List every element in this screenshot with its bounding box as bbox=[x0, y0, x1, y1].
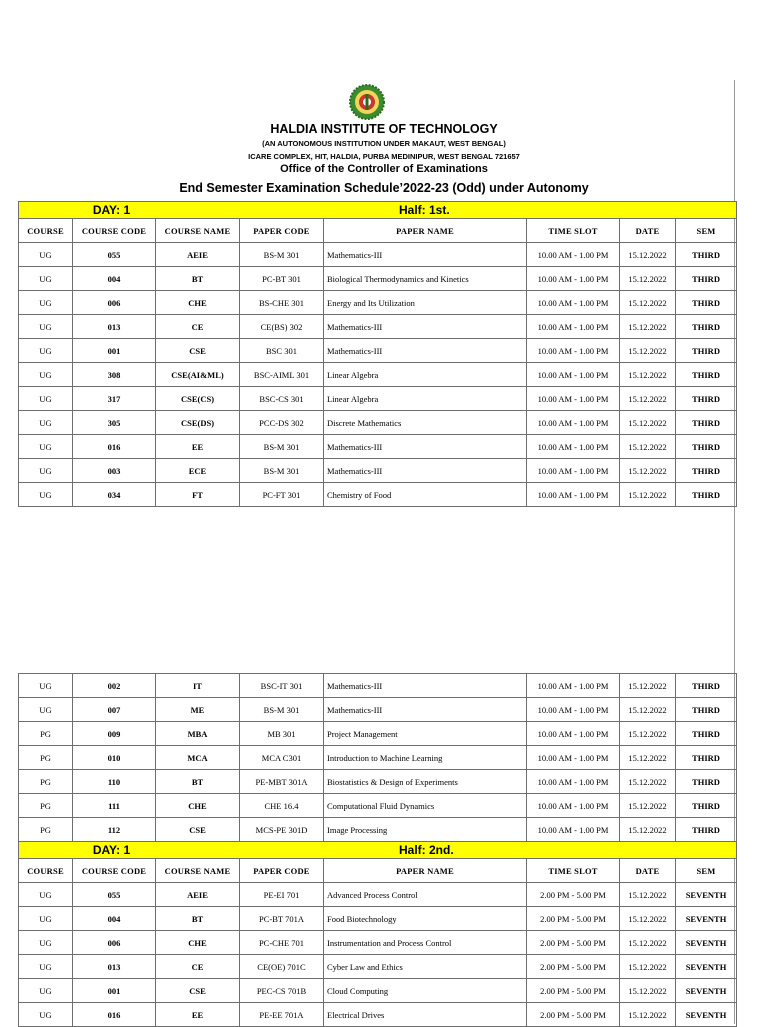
time-slot-cell: 10.00 AM - 1.00 PM bbox=[527, 746, 620, 770]
table-row bbox=[19, 698, 737, 722]
day-banner bbox=[19, 842, 737, 859]
course-name-cell: CHE bbox=[156, 794, 240, 818]
course-name-cell: MBA bbox=[156, 722, 240, 746]
paper-code-cell: CE(BS) 302 bbox=[240, 315, 324, 339]
sem-cell: THIRD bbox=[676, 243, 737, 267]
institute-logo-icon bbox=[349, 84, 385, 120]
course-name-cell: EE bbox=[156, 435, 240, 459]
paper-name-cell: Mathematics-III bbox=[324, 339, 527, 363]
paper-name-cell: Energy and Its Utilization bbox=[324, 291, 527, 315]
table-row bbox=[19, 794, 737, 818]
date-cell: 15.12.2022 bbox=[620, 955, 676, 979]
column-header-row bbox=[19, 219, 737, 243]
date-cell: 15.12.2022 bbox=[620, 483, 676, 507]
date-cell: 15.12.2022 bbox=[620, 722, 676, 746]
day-label: DAY: 1 bbox=[92, 203, 131, 217]
paper-name-cell: Cloud Computing bbox=[324, 979, 527, 1003]
paper-name-cell: Introduction to Machine Learning bbox=[324, 746, 527, 770]
table-row bbox=[19, 267, 737, 291]
sem-cell: THIRD bbox=[676, 770, 737, 794]
course-cell: UG bbox=[19, 955, 73, 979]
time-slot-cell: 10.00 AM - 1.00 PM bbox=[527, 483, 620, 507]
course-name-cell: AEIE bbox=[156, 883, 240, 907]
paper-code-cell: PE-MBT 301A bbox=[240, 770, 324, 794]
paper-name-cell: Linear Algebra bbox=[324, 363, 527, 387]
course-code-cell: 110 bbox=[73, 770, 156, 794]
col-time-slot-header: TIME SLOT bbox=[527, 219, 620, 243]
course-cell: UG bbox=[19, 698, 73, 722]
course-cell: UG bbox=[19, 363, 73, 387]
sem-cell: THIRD bbox=[676, 459, 737, 483]
time-slot-cell: 10.00 AM - 1.00 PM bbox=[527, 459, 620, 483]
paper-name-cell: Mathematics-III bbox=[324, 459, 527, 483]
paper-name-cell: Mathematics-III bbox=[324, 315, 527, 339]
course-code-cell: 305 bbox=[73, 411, 156, 435]
course-name-cell: CSE(DS) bbox=[156, 411, 240, 435]
time-slot-cell: 10.00 AM - 1.00 PM bbox=[527, 411, 620, 435]
course-cell: UG bbox=[19, 411, 73, 435]
time-slot-cell: 2.00 PM - 5.00 PM bbox=[527, 979, 620, 1003]
course-name-cell: AEIE bbox=[156, 243, 240, 267]
sem-cell: THIRD bbox=[676, 674, 737, 698]
paper-code-cell: BS-M 301 bbox=[240, 459, 324, 483]
course-cell: UG bbox=[19, 883, 73, 907]
course-code-cell: 013 bbox=[73, 315, 156, 339]
table-row bbox=[19, 459, 737, 483]
paper-name-cell: Advanced Process Control bbox=[324, 883, 527, 907]
course-name-cell: ECE bbox=[156, 459, 240, 483]
course-code-cell: 006 bbox=[73, 931, 156, 955]
course-code-cell: 001 bbox=[73, 979, 156, 1003]
institute-name: HALDIA INSTITUTE OF TECHNOLOGY bbox=[270, 122, 498, 136]
paper-name-cell: Mathematics-III bbox=[324, 243, 527, 267]
course-cell: PG bbox=[19, 770, 73, 794]
sem-cell: THIRD bbox=[676, 746, 737, 770]
table-row bbox=[19, 483, 737, 507]
table-row bbox=[19, 339, 737, 363]
date-cell: 15.12.2022 bbox=[620, 907, 676, 931]
col-paper-code-header: PAPER CODE bbox=[240, 219, 324, 243]
table-row bbox=[19, 291, 737, 315]
sem-cell: THIRD bbox=[676, 483, 737, 507]
time-slot-cell: 10.00 AM - 1.00 PM bbox=[527, 435, 620, 459]
date-cell: 15.12.2022 bbox=[620, 1003, 676, 1027]
date-cell: 15.12.2022 bbox=[620, 698, 676, 722]
paper-code-cell: PC-FT 301 bbox=[240, 483, 324, 507]
date-cell: 15.12.2022 bbox=[620, 883, 676, 907]
date-cell: 15.12.2022 bbox=[620, 979, 676, 1003]
sem-cell: THIRD bbox=[676, 363, 737, 387]
course-code-cell: 003 bbox=[73, 459, 156, 483]
institute-subtitle: (AN AUTONOMOUS INSTITUTION UNDER MAKAUT, WEST BENGAL) bbox=[262, 139, 506, 148]
sem-cell: THIRD bbox=[676, 435, 737, 459]
sem-cell: SEVENTH bbox=[676, 955, 737, 979]
time-slot-cell: 10.00 AM - 1.00 PM bbox=[527, 698, 620, 722]
table-row bbox=[19, 435, 737, 459]
time-slot-cell: 10.00 AM - 1.00 PM bbox=[527, 363, 620, 387]
col-course-header: COURSE bbox=[19, 859, 73, 883]
date-cell: 15.12.2022 bbox=[620, 363, 676, 387]
paper-name-cell: Biostatistics & Design of Experiments bbox=[324, 770, 527, 794]
course-cell: UG bbox=[19, 907, 73, 931]
course-cell: PG bbox=[19, 794, 73, 818]
date-cell: 15.12.2022 bbox=[620, 746, 676, 770]
table-row bbox=[19, 818, 737, 842]
time-slot-cell: 10.00 AM - 1.00 PM bbox=[527, 722, 620, 746]
table-row bbox=[19, 770, 737, 794]
sem-cell: THIRD bbox=[676, 339, 737, 363]
course-name-cell: CHE bbox=[156, 931, 240, 955]
course-name-cell: MCA bbox=[156, 746, 240, 770]
course-cell: UG bbox=[19, 1003, 73, 1027]
course-name-cell: CSE(AI&ML) bbox=[156, 363, 240, 387]
sem-cell: SEVENTH bbox=[676, 883, 737, 907]
course-cell: UG bbox=[19, 931, 73, 955]
paper-name-cell: Linear Algebra bbox=[324, 387, 527, 411]
time-slot-cell: 10.00 AM - 1.00 PM bbox=[527, 794, 620, 818]
paper-name-cell: Project Management bbox=[324, 722, 527, 746]
paper-name-cell: Image Processing bbox=[324, 818, 527, 842]
sem-cell: THIRD bbox=[676, 267, 737, 291]
table-row bbox=[19, 411, 737, 435]
course-cell: UG bbox=[19, 674, 73, 698]
institute-address: ICARE COMPLEX, HIT, HALDIA, PURBA MEDINIPUR, WEST BENGAL 721657 bbox=[248, 152, 520, 161]
col-sem-header: SEM bbox=[676, 219, 737, 243]
table-row bbox=[19, 674, 737, 698]
time-slot-cell: 10.00 AM - 1.00 PM bbox=[527, 770, 620, 794]
course-name-cell: FT bbox=[156, 483, 240, 507]
course-name-cell: CSE bbox=[156, 979, 240, 1003]
sem-cell: THIRD bbox=[676, 315, 737, 339]
course-cell: PG bbox=[19, 818, 73, 842]
table-row bbox=[19, 387, 737, 411]
course-code-cell: 016 bbox=[73, 1003, 156, 1027]
sem-cell: SEVENTH bbox=[676, 931, 737, 955]
course-name-cell: ME bbox=[156, 698, 240, 722]
time-slot-cell: 2.00 PM - 5.00 PM bbox=[527, 931, 620, 955]
half-label: Half: 1st. bbox=[399, 203, 450, 217]
sem-cell: THIRD bbox=[676, 818, 737, 842]
course-code-cell: 007 bbox=[73, 698, 156, 722]
course-code-cell: 013 bbox=[73, 955, 156, 979]
course-cell: UG bbox=[19, 339, 73, 363]
course-cell: UG bbox=[19, 483, 73, 507]
time-slot-cell: 10.00 AM - 1.00 PM bbox=[527, 387, 620, 411]
course-cell: UG bbox=[19, 267, 73, 291]
table-row bbox=[19, 931, 737, 955]
paper-name-cell: Mathematics-III bbox=[324, 698, 527, 722]
day-banner bbox=[19, 202, 737, 219]
table-row bbox=[19, 722, 737, 746]
date-cell: 15.12.2022 bbox=[620, 243, 676, 267]
course-code-cell: 001 bbox=[73, 339, 156, 363]
col-paper-code-header: PAPER CODE bbox=[240, 859, 324, 883]
paper-code-cell: PCC-DS 302 bbox=[240, 411, 324, 435]
sem-cell: SEVENTH bbox=[676, 1003, 737, 1027]
paper-name-cell: Cyber Law and Ethics bbox=[324, 955, 527, 979]
course-name-cell: CE bbox=[156, 315, 240, 339]
col-paper-name-header: PAPER NAME bbox=[324, 859, 527, 883]
paper-code-cell: PEC-CS 701B bbox=[240, 979, 324, 1003]
paper-name-cell: Electrical Drives bbox=[324, 1003, 527, 1027]
table-row bbox=[19, 907, 737, 931]
sem-cell: THIRD bbox=[676, 291, 737, 315]
paper-code-cell: PE-EI 701 bbox=[240, 883, 324, 907]
date-cell: 15.12.2022 bbox=[620, 387, 676, 411]
course-cell: UG bbox=[19, 979, 73, 1003]
col-course-name-header: COURSE NAME bbox=[156, 219, 240, 243]
table-row bbox=[19, 883, 737, 907]
sem-cell: THIRD bbox=[676, 722, 737, 746]
col-date-header: DATE bbox=[620, 219, 676, 243]
schedule-table-first-half bbox=[18, 201, 737, 507]
course-name-cell: EE bbox=[156, 1003, 240, 1027]
paper-code-cell: PC-BT 301 bbox=[240, 267, 324, 291]
column-header-row bbox=[19, 859, 737, 883]
table-row bbox=[19, 315, 737, 339]
sem-cell: THIRD bbox=[676, 411, 737, 435]
course-name-cell: BT bbox=[156, 267, 240, 291]
paper-code-cell: MCA C301 bbox=[240, 746, 324, 770]
date-cell: 15.12.2022 bbox=[620, 339, 676, 363]
paper-code-cell: PC-BT 701A bbox=[240, 907, 324, 931]
col-date-header: DATE bbox=[620, 859, 676, 883]
course-code-cell: 055 bbox=[73, 243, 156, 267]
paper-code-cell: BS-M 301 bbox=[240, 698, 324, 722]
time-slot-cell: 2.00 PM - 5.00 PM bbox=[527, 907, 620, 931]
time-slot-cell: 10.00 AM - 1.00 PM bbox=[527, 315, 620, 339]
col-sem-header: SEM bbox=[676, 859, 737, 883]
paper-code-cell: CE(OE) 701C bbox=[240, 955, 324, 979]
time-slot-cell: 2.00 PM - 5.00 PM bbox=[527, 1003, 620, 1027]
date-cell: 15.12.2022 bbox=[620, 931, 676, 955]
paper-name-cell: Mathematics-III bbox=[324, 674, 527, 698]
col-course-header: COURSE bbox=[19, 219, 73, 243]
paper-name-cell: Discrete Mathematics bbox=[324, 411, 527, 435]
paper-code-cell: CHE 16.4 bbox=[240, 794, 324, 818]
date-cell: 15.12.2022 bbox=[620, 674, 676, 698]
course-name-cell: CE bbox=[156, 955, 240, 979]
sem-cell: SEVENTH bbox=[676, 979, 737, 1003]
course-code-cell: 010 bbox=[73, 746, 156, 770]
course-name-cell: BT bbox=[156, 770, 240, 794]
course-code-cell: 317 bbox=[73, 387, 156, 411]
date-cell: 15.12.2022 bbox=[620, 770, 676, 794]
course-cell: UG bbox=[19, 459, 73, 483]
course-code-cell: 112 bbox=[73, 818, 156, 842]
course-name-cell: CSE bbox=[156, 339, 240, 363]
paper-name-cell: Instrumentation and Process Control bbox=[324, 931, 527, 955]
sem-cell: THIRD bbox=[676, 794, 737, 818]
course-cell: PG bbox=[19, 746, 73, 770]
time-slot-cell: 10.00 AM - 1.00 PM bbox=[527, 674, 620, 698]
course-name-cell: CSE bbox=[156, 818, 240, 842]
paper-code-cell: BS-M 301 bbox=[240, 243, 324, 267]
paper-code-cell: MB 301 bbox=[240, 722, 324, 746]
course-code-cell: 308 bbox=[73, 363, 156, 387]
date-cell: 15.12.2022 bbox=[620, 818, 676, 842]
paper-code-cell: BSC-AIML 301 bbox=[240, 363, 324, 387]
half-label: Half: 2nd. bbox=[399, 843, 454, 857]
time-slot-cell: 10.00 AM - 1.00 PM bbox=[527, 267, 620, 291]
course-cell: UG bbox=[19, 243, 73, 267]
table-row bbox=[19, 363, 737, 387]
paper-code-cell: PE-EE 701A bbox=[240, 1003, 324, 1027]
paper-code-cell: BSC 301 bbox=[240, 339, 324, 363]
course-cell: UG bbox=[19, 387, 73, 411]
col-course-code-header: COURSE CODE bbox=[73, 219, 156, 243]
table-row bbox=[19, 955, 737, 979]
time-slot-cell: 2.00 PM - 5.00 PM bbox=[527, 955, 620, 979]
paper-name-cell: Food Biotechnology bbox=[324, 907, 527, 931]
course-name-cell: CSE(CS) bbox=[156, 387, 240, 411]
paper-name-cell: Mathematics-III bbox=[324, 435, 527, 459]
time-slot-cell: 2.00 PM - 5.00 PM bbox=[527, 883, 620, 907]
course-code-cell: 009 bbox=[73, 722, 156, 746]
course-cell: UG bbox=[19, 315, 73, 339]
col-paper-name-header: PAPER NAME bbox=[324, 219, 527, 243]
sem-cell: SEVENTH bbox=[676, 907, 737, 931]
table-row bbox=[19, 1003, 737, 1027]
date-cell: 15.12.2022 bbox=[620, 411, 676, 435]
course-code-cell: 006 bbox=[73, 291, 156, 315]
date-cell: 15.12.2022 bbox=[620, 459, 676, 483]
date-cell: 15.12.2022 bbox=[620, 267, 676, 291]
course-cell: PG bbox=[19, 722, 73, 746]
paper-code-cell: BS-M 301 bbox=[240, 435, 324, 459]
day-label: DAY: 1 bbox=[92, 843, 131, 857]
course-code-cell: 002 bbox=[73, 674, 156, 698]
col-course-code-header: COURSE CODE bbox=[73, 859, 156, 883]
course-cell: UG bbox=[19, 291, 73, 315]
schedule-title: End Semester Examination Schedule’2022-23 (Odd) under Autonomy bbox=[179, 181, 589, 195]
course-name-cell: BT bbox=[156, 907, 240, 931]
table-row bbox=[19, 746, 737, 770]
paper-code-cell: BSC-CS 301 bbox=[240, 387, 324, 411]
course-code-cell: 055 bbox=[73, 883, 156, 907]
col-course-name-header: COURSE NAME bbox=[156, 859, 240, 883]
course-code-cell: 016 bbox=[73, 435, 156, 459]
course-code-cell: 004 bbox=[73, 267, 156, 291]
date-cell: 15.12.2022 bbox=[620, 291, 676, 315]
paper-code-cell: BSC-IT 301 bbox=[240, 674, 324, 698]
col-time-slot-header: TIME SLOT bbox=[527, 859, 620, 883]
course-code-cell: 111 bbox=[73, 794, 156, 818]
date-cell: 15.12.2022 bbox=[620, 315, 676, 339]
course-name-cell: CHE bbox=[156, 291, 240, 315]
paper-name-cell: Computational Fluid Dynamics bbox=[324, 794, 527, 818]
time-slot-cell: 10.00 AM - 1.00 PM bbox=[527, 243, 620, 267]
course-cell: UG bbox=[19, 435, 73, 459]
time-slot-cell: 10.00 AM - 1.00 PM bbox=[527, 339, 620, 363]
table-row bbox=[19, 979, 737, 1003]
sem-cell: THIRD bbox=[676, 698, 737, 722]
paper-name-cell: Biological Thermodynamics and Kinetics bbox=[324, 267, 527, 291]
course-code-cell: 004 bbox=[73, 907, 156, 931]
paper-code-cell: MCS-PE 301D bbox=[240, 818, 324, 842]
date-cell: 15.12.2022 bbox=[620, 435, 676, 459]
schedule-table-continued bbox=[18, 673, 737, 1027]
time-slot-cell: 10.00 AM - 1.00 PM bbox=[527, 291, 620, 315]
paper-code-cell: BS-CHE 301 bbox=[240, 291, 324, 315]
office-title: Office of the Controller of Examinations bbox=[280, 163, 488, 175]
course-name-cell: IT bbox=[156, 674, 240, 698]
course-code-cell: 034 bbox=[73, 483, 156, 507]
table-row bbox=[19, 243, 737, 267]
date-cell: 15.12.2022 bbox=[620, 794, 676, 818]
paper-code-cell: PC-CHE 701 bbox=[240, 931, 324, 955]
sem-cell: THIRD bbox=[676, 387, 737, 411]
paper-name-cell: Chemistry of Food bbox=[324, 483, 527, 507]
time-slot-cell: 10.00 AM - 1.00 PM bbox=[527, 818, 620, 842]
